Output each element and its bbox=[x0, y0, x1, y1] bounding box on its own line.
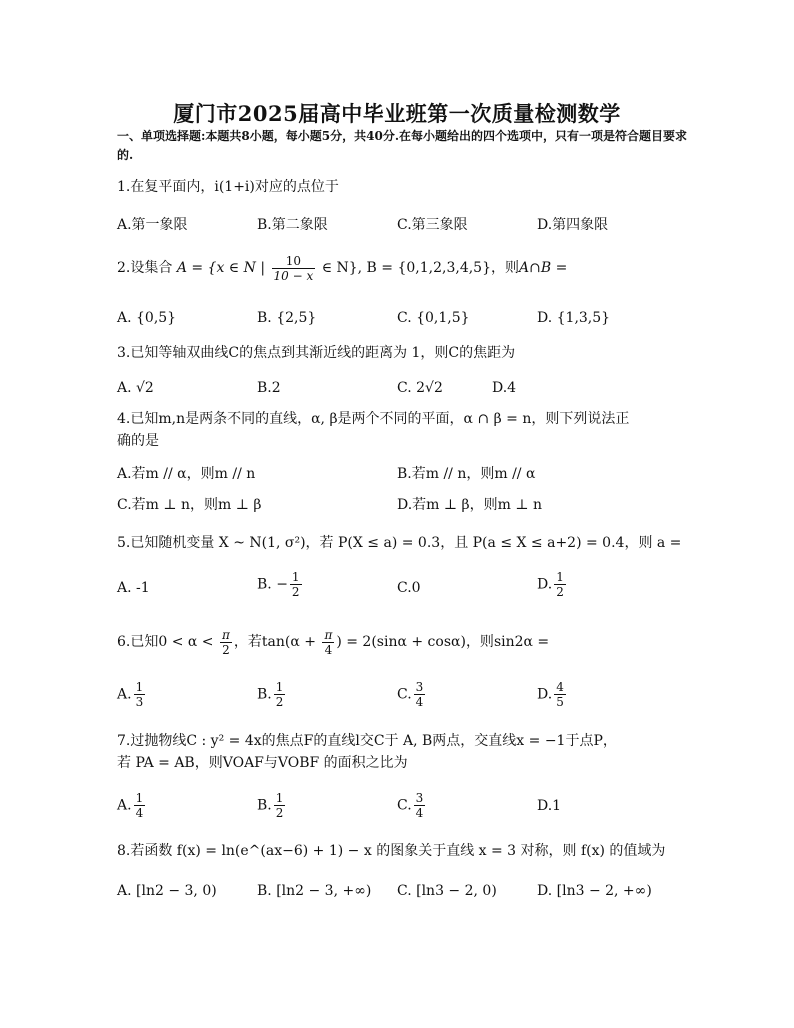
question-6-stem-c: ，则 bbox=[465, 634, 494, 650]
q6-option-c-fraction bbox=[414, 680, 426, 709]
q8-option-b[interactable]: B. [ln2 − 3, +∞) bbox=[257, 883, 372, 899]
q2-option-a[interactable]: A. {0,5} bbox=[117, 310, 177, 326]
q7-option-c-prefix: C. bbox=[397, 797, 412, 814]
question-6 bbox=[117, 625, 692, 659]
question-2 bbox=[117, 250, 692, 286]
q4-option-b[interactable]: B.若m // n，则m // α bbox=[397, 466, 536, 482]
q5-option-d[interactable] bbox=[537, 570, 568, 599]
q6-option-b-num: 1 bbox=[275, 680, 284, 694]
q5-option-b-fraction bbox=[290, 570, 302, 599]
question-6-pi-half bbox=[220, 628, 232, 657]
question-1-stem-a: 1.在复平面内， bbox=[117, 179, 215, 195]
q7-option-c-fraction bbox=[414, 791, 426, 820]
q3-option-b[interactable]: B.2 bbox=[257, 380, 281, 396]
question-1 bbox=[117, 177, 692, 198]
q7-option-c[interactable] bbox=[397, 791, 427, 820]
set-a-fraction bbox=[272, 254, 316, 283]
q6-option-c-num: 3 bbox=[415, 680, 424, 694]
q5-option-c[interactable]: C.0 bbox=[397, 580, 421, 596]
q6-pi-num: π bbox=[222, 627, 230, 642]
q1-option-b[interactable]: B.第二象限 bbox=[257, 217, 328, 233]
question-6-stem-b: ，若 bbox=[233, 634, 262, 650]
question-1-math: i(1+i) bbox=[214, 179, 255, 195]
set-a-right: ∈ N}, B = {0,1,2,3,4,5} bbox=[321, 260, 491, 276]
q6-option-a[interactable] bbox=[117, 680, 147, 709]
q1-option-c[interactable]: C.第三象限 bbox=[397, 217, 468, 233]
q7-option-a-num: 1 bbox=[135, 791, 144, 805]
q7-option-b-num: 1 bbox=[275, 791, 284, 805]
q5-option-d-fraction bbox=[554, 570, 566, 599]
q5-option-b-num: 1 bbox=[291, 570, 300, 584]
q6-option-a-den: 3 bbox=[135, 695, 144, 709]
q6-option-b-fraction bbox=[274, 680, 286, 709]
q3-option-c[interactable]: C. 2√2 bbox=[397, 380, 443, 396]
q6-option-d[interactable] bbox=[537, 680, 568, 709]
q6-option-c-den: 4 bbox=[415, 695, 424, 709]
q8-option-c[interactable]: C. [ln3 − 2, 0) bbox=[397, 883, 497, 899]
q5-option-b-prefix: B. − bbox=[257, 576, 288, 593]
q5-option-d-prefix: D. bbox=[537, 576, 553, 593]
q6-option-b[interactable] bbox=[257, 680, 287, 709]
q6-option-d-fraction bbox=[554, 680, 566, 709]
q8-option-a[interactable]: A. [ln2 − 3, 0) bbox=[117, 883, 217, 899]
q6-option-c[interactable] bbox=[397, 680, 427, 709]
question-4-line-2: 确的是 bbox=[117, 433, 159, 449]
q8-option-d[interactable]: D. [ln3 − 2, +∞) bbox=[537, 883, 652, 899]
q7-option-a[interactable] bbox=[117, 791, 147, 820]
question-6-pi-quarter bbox=[322, 628, 334, 657]
page-title: 厦门市2025届高中毕业班第一次质量检测数学 bbox=[173, 101, 621, 126]
q6-option-a-num: 1 bbox=[135, 680, 144, 694]
question-7-line-1: 7.过抛物线C : y² = 4x的焦点F的直线l交C于 A, B两点，交直线x = −1于点P， bbox=[117, 733, 617, 749]
question-1-stem-b: 对应的点位于 bbox=[254, 179, 339, 195]
q3-option-a[interactable]: A. √2 bbox=[117, 380, 154, 396]
q7-option-b[interactable] bbox=[257, 791, 287, 820]
section-header: 一、单项选择题:本题共8小题，每小题5分，共40分.在每小题给出的四个选项中，只有一项是符合题目要求的. bbox=[117, 129, 688, 162]
set-a-left: A = {x ∈ N | bbox=[176, 260, 266, 276]
q7-option-a-prefix: A. bbox=[117, 797, 132, 814]
q7-option-d[interactable]: D.1 bbox=[537, 798, 562, 814]
q2-option-c[interactable]: C. {0,1,5} bbox=[397, 310, 470, 326]
q2-option-d[interactable]: D. {1,3,5} bbox=[537, 310, 611, 326]
question-8: 8.若函数 f(x) = ln(e^(ax−6) + 1) − x 的图象关于直线 x = 3 对称，则 f(x) 的值域为 bbox=[117, 843, 666, 859]
q6-option-a-prefix: A. bbox=[117, 686, 132, 703]
q6-pi4-num: π bbox=[324, 627, 333, 642]
q6-option-a-fraction bbox=[134, 680, 146, 709]
q7-option-a-fraction bbox=[134, 791, 146, 820]
q6-pi4-den: 4 bbox=[324, 642, 333, 657]
q7-option-c-den: 4 bbox=[415, 806, 424, 820]
q3-option-d[interactable]: D.4 bbox=[492, 380, 517, 396]
q7-option-b-prefix: B. bbox=[257, 797, 272, 814]
q4-option-a[interactable]: A.若m // α，则m // n bbox=[117, 466, 256, 482]
q5-option-d-num: 1 bbox=[556, 570, 564, 584]
question-6-stem-a: 6.已知 bbox=[117, 634, 159, 650]
q7-option-b-fraction bbox=[274, 791, 286, 820]
question-4-line-1: 4.已知m,n是两条不同的直线，α, β是两个不同的平面，α ∩ β = n，则下列说法正 bbox=[117, 411, 630, 427]
q6-pi-den: 2 bbox=[222, 642, 230, 657]
q2-option-b[interactable]: B. {2,5} bbox=[257, 310, 317, 326]
q7-option-a-den: 4 bbox=[135, 806, 144, 820]
q7-option-b-den: 2 bbox=[275, 806, 284, 820]
question-6-cond: 0 < α < bbox=[158, 634, 214, 650]
q5-option-b[interactable] bbox=[257, 570, 304, 599]
q4-option-d[interactable]: D.若m ⊥ β，则m ⊥ n bbox=[397, 497, 542, 513]
q1-option-a[interactable]: A.第一象限 bbox=[117, 217, 188, 233]
q6-option-b-den: 2 bbox=[275, 695, 284, 709]
q1-option-d[interactable]: D.第四象限 bbox=[537, 217, 609, 233]
question-6-end: sin2α = bbox=[493, 634, 550, 650]
question-2-stem-a: 2.设集合 bbox=[117, 260, 173, 276]
q5-option-b-den: 2 bbox=[291, 585, 300, 599]
q6-option-d-num: 4 bbox=[556, 680, 564, 694]
set-a-fraction-num: 10 bbox=[272, 254, 316, 269]
q5-option-a[interactable]: A. -1 bbox=[117, 580, 150, 596]
q6-option-c-prefix: C. bbox=[397, 686, 412, 703]
q6-option-d-den: 5 bbox=[556, 695, 564, 709]
question-5: 5.已知随机变量 X ~ N(1, σ²)，若 P(X ≤ a) = 0.3，且 P(a ≤ X ≤ a+2) = 0.4，则 a = bbox=[117, 535, 682, 551]
set-a-fraction-den: 10 − x bbox=[273, 268, 314, 283]
question-2-stem-b: ，则 bbox=[491, 260, 519, 276]
q7-option-c-num: 3 bbox=[415, 791, 424, 805]
q6-option-d-prefix: D. bbox=[537, 686, 553, 703]
question-6-tan: tan(α + bbox=[261, 634, 316, 650]
q6-option-b-prefix: B. bbox=[257, 686, 272, 703]
q5-option-d-den: 2 bbox=[556, 585, 564, 599]
q4-option-c[interactable]: C.若m ⊥ n，则m ⊥ β bbox=[117, 497, 262, 513]
question-7-line-2: 若 PA = AB，则VOAF与VOBF 的面积之比为 bbox=[117, 755, 408, 771]
question-2-math: A∩B = bbox=[519, 260, 568, 276]
question-6-tan-rest: ) = 2(sinα + cosα) bbox=[336, 634, 466, 650]
question-3: 3.已知等轴双曲线C的焦点到其渐近线的距离为 1，则C的焦距为 bbox=[117, 345, 516, 361]
